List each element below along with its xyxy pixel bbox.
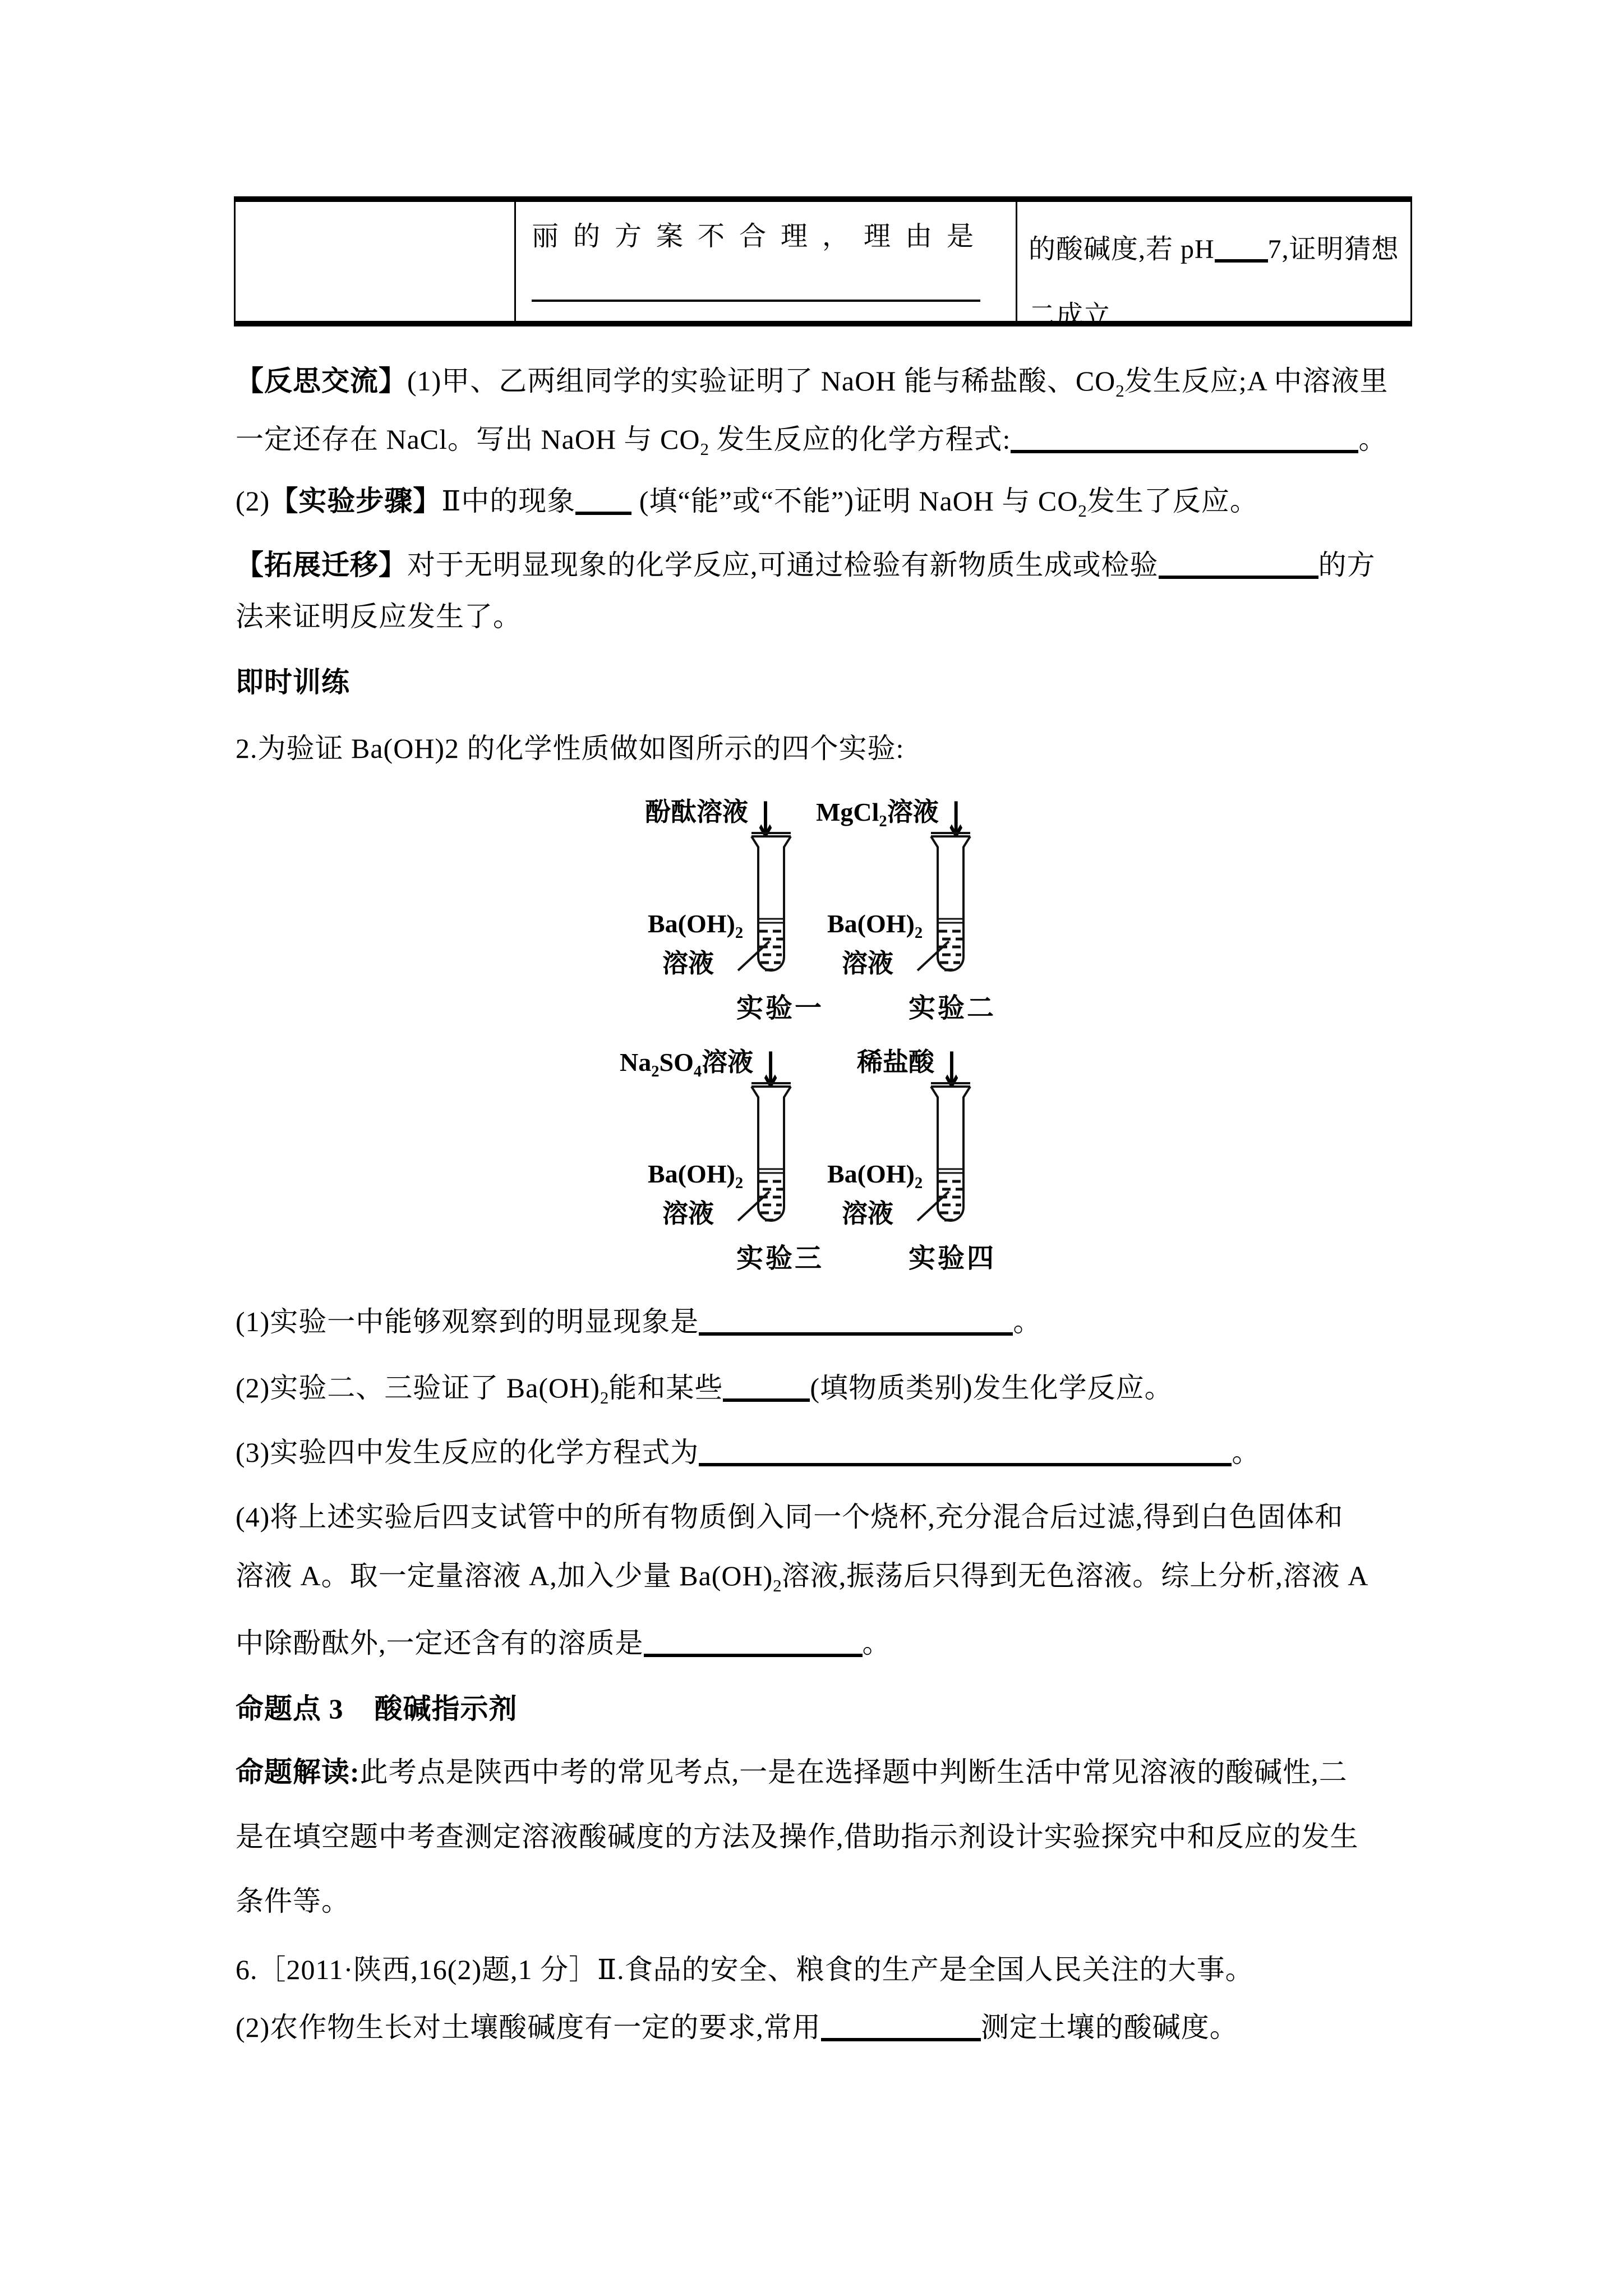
experiment-caption-3: 实验三: [736, 1244, 824, 1273]
text-segment: 7,证明猜想二成立: [1029, 234, 1399, 330]
text-segment: 法来证明反应发生了。: [236, 601, 522, 632]
table-cell-scheme-text: 丽的方案不合理，理由是: [532, 222, 989, 251]
answer-blank: [723, 1393, 810, 1402]
text-line-q2-4b: [236, 1558, 1368, 1603]
text-segment: 溶液: [887, 798, 939, 826]
baoh2-formula: [648, 909, 743, 949]
subscript: 2: [1078, 501, 1087, 521]
baoh2-solution-word: 溶液: [662, 1199, 714, 1228]
text-segment: 发生反应的化学方程式:: [709, 424, 1011, 455]
text-line-reflect-3: [236, 484, 1258, 528]
text-line-q6-1: [236, 1952, 1254, 1987]
text-segment: 酚酞溶液: [645, 798, 748, 826]
bold-text-segment: 【实验步骤】: [270, 485, 442, 517]
text-segment: SO: [659, 1048, 694, 1076]
experiment-caption-2: 实验二: [909, 993, 997, 1023]
text-segment: 溶液,振荡后只得到无色溶液。综上分析,溶液 A: [781, 1560, 1369, 1591]
bold-text-segment: 【反思交流】: [236, 365, 407, 397]
text-line-q2-3: [236, 1435, 1260, 1470]
text-segment: Ba(OH): [648, 1159, 735, 1188]
text-segment: 溶液: [702, 1048, 754, 1076]
answer-blank-line: [532, 300, 980, 302]
answer-table: [234, 196, 1412, 330]
text-segment: (4)将上述实验后四支试管中的所有物质倒入同一个烧杯,充分混合后过滤,得到白色固体和: [236, 1501, 1344, 1533]
baoh2-solution-word: 溶液: [842, 949, 893, 978]
text-segment: (填“能”或“不能”)证明 NaOH 与 CO: [631, 485, 1078, 517]
text-segment: (2)实验二、三验证了 Ba(OH): [236, 1372, 600, 1404]
experiment-caption-4: 实验四: [909, 1244, 997, 1273]
text-segment: Na: [620, 1048, 652, 1076]
table-cell-empty: [236, 202, 516, 321]
table-cell-ph: [1017, 202, 1410, 330]
text-line-q2-4c: [236, 1626, 891, 1660]
text-segment: 。: [1358, 424, 1387, 455]
text-segment: (1)实验一中能够观察到的明显现象是: [236, 1306, 699, 1337]
down-arrow-icon: ↓: [944, 792, 968, 849]
baoh2-solution-label-exp2: [827, 909, 923, 979]
down-arrow-icon: ↓: [754, 792, 777, 849]
text-line-reflect-2: [236, 422, 1387, 467]
reagent-text: [645, 798, 748, 827]
text-segment: 6.［2011·陕西,16(2)题,1 分］Ⅱ.食品的安全、粮食的生产是全国人民关注的大事。: [236, 1954, 1254, 1985]
answer-blank: [699, 1327, 1013, 1336]
bold-text-segment: 即时训练: [236, 666, 350, 698]
text-segment: 的方: [1318, 549, 1376, 581]
text-segment: 测定土壤的酸碱度。: [980, 2012, 1238, 2043]
text-segment: Ba(OH): [827, 1159, 915, 1188]
baoh2-solution-word: 溶液: [842, 1199, 893, 1228]
text-segment: (2)农作物生长对土壤酸碱度有一定的要求,常用: [236, 2012, 821, 2043]
baoh2-solution-label-exp1: [648, 909, 743, 979]
text-segment: Ba(OH): [648, 909, 735, 938]
text-line-interpret-1: [236, 1755, 1348, 1789]
answer-blank: [699, 1457, 1232, 1466]
bold-text-segment: 命题点 3: [236, 1693, 344, 1724]
table-cell-ph-text: [1029, 217, 1400, 349]
baoh2-formula: [827, 1159, 923, 1199]
subscript: 2: [914, 924, 923, 942]
text-segment: (填物质类别)发生化学反应。: [810, 1372, 1173, 1404]
section-heading-instant-training: [236, 665, 350, 700]
bold-text-segment: 【拓展迁移】: [236, 549, 407, 581]
text-line-q2-intro: [236, 731, 904, 766]
text-segment: 能和某些: [608, 1372, 723, 1404]
text-segment: Ⅱ中的现象: [441, 485, 576, 517]
text-segment: 2.为验证 Ba(OH)2 的化学性质做如图所示的四个实验:: [236, 733, 905, 764]
table-cell-scheme: [516, 202, 1017, 321]
text-segment: 的酸碱度,若 pH: [1029, 234, 1215, 264]
answer-blank: [644, 1648, 863, 1657]
subscript: 2: [651, 1063, 660, 1081]
baoh2-solution-label-exp3: [648, 1159, 743, 1229]
subscript: 2: [773, 1576, 782, 1595]
text-line-q2-2: [236, 1370, 1173, 1415]
experiment-caption-1: 实验一: [736, 993, 824, 1023]
subscript: 2: [879, 813, 887, 831]
text-segment: 发生反应;A 中溶液里: [1124, 365, 1389, 397]
subscript: 4: [693, 1063, 702, 1081]
text-segment: (1)甲、乙两组同学的实验证明了 NaOH 能与稀盐酸、CO: [407, 365, 1116, 397]
text-segment: 中除酚酞外,一定还含有的溶质是: [236, 1627, 644, 1659]
subscript: 2: [700, 439, 709, 459]
baoh2-solution-word: 溶液: [662, 949, 714, 978]
text-segment: 溶液 A。取一定量溶液 A,加入少量 Ba(OH): [236, 1560, 773, 1591]
text-line-reflect-1: [236, 364, 1389, 408]
baoh2-formula: [648, 1159, 743, 1199]
text-segment: (2): [236, 485, 270, 517]
text-segment: 。: [862, 1627, 891, 1659]
section-heading-topic3: [236, 1691, 518, 1726]
bold-text-segment: 酸碱指示剂: [374, 1693, 518, 1724]
text-segment: MgCl: [816, 798, 879, 826]
bold-text-segment: 命题解读:: [236, 1756, 360, 1788]
baoh2-formula: [827, 909, 923, 949]
text-line-q2-4a: [236, 1499, 1343, 1534]
text-line-interpret-3: [236, 1884, 350, 1918]
baoh2-solution-label-exp4: [827, 1159, 923, 1229]
text-segment: (3)实验四中发生反应的化学方程式为: [236, 1437, 699, 1468]
reagent-text: [857, 1048, 934, 1077]
reagent-label-exp1: [645, 792, 777, 849]
text-segment: 是在填空题中考查测定溶液酸碱度的方法及操作,借助指示剂设计实验探究中和反应的发生: [236, 1821, 1359, 1852]
text-segment: 条件等。: [236, 1885, 350, 1917]
down-arrow-icon: ↓: [759, 1042, 783, 1099]
subscript: 2: [600, 1388, 609, 1407]
answer-blank: [1011, 444, 1358, 453]
text-line-q2-1: [236, 1304, 1041, 1339]
answer-blank: [1215, 254, 1268, 263]
text-segment: 一定还存在 NaCl。写出 NaOH 与 CO: [236, 424, 700, 455]
text-segment: 。: [1013, 1306, 1042, 1337]
subscript: 2: [914, 1175, 923, 1193]
text-line-interpret-2: [236, 1819, 1359, 1854]
text-segment: 此考点是陕西中考的常见考点,一是在选择题中判断生活中常见溶液的酸碱性,二: [359, 1756, 1348, 1788]
experiment-diagram: [583, 791, 1043, 1285]
down-arrow-icon: ↓: [940, 1042, 963, 1099]
text-line-expand-1: [236, 547, 1376, 582]
text-segment: 对于无明显现象的化学反应,可通过检验有新物质生成或检验: [407, 549, 1159, 581]
text-segment: 。: [1232, 1437, 1261, 1468]
subscript: 2: [735, 1175, 744, 1193]
subscript: 2: [735, 924, 744, 942]
answer-blank: [575, 506, 631, 515]
text-segment: Ba(OH): [827, 909, 915, 938]
subscript: 2: [1115, 381, 1124, 401]
text-line-expand-2: [236, 599, 522, 634]
reagent-label-exp4: [857, 1042, 963, 1099]
text-segment: 发生了反应。: [1086, 485, 1258, 517]
answer-blank: [1159, 570, 1318, 579]
text-segment: 稀盐酸: [857, 1048, 934, 1076]
text-line-q6-2: [236, 2010, 1238, 2045]
answer-blank: [821, 2032, 981, 2041]
